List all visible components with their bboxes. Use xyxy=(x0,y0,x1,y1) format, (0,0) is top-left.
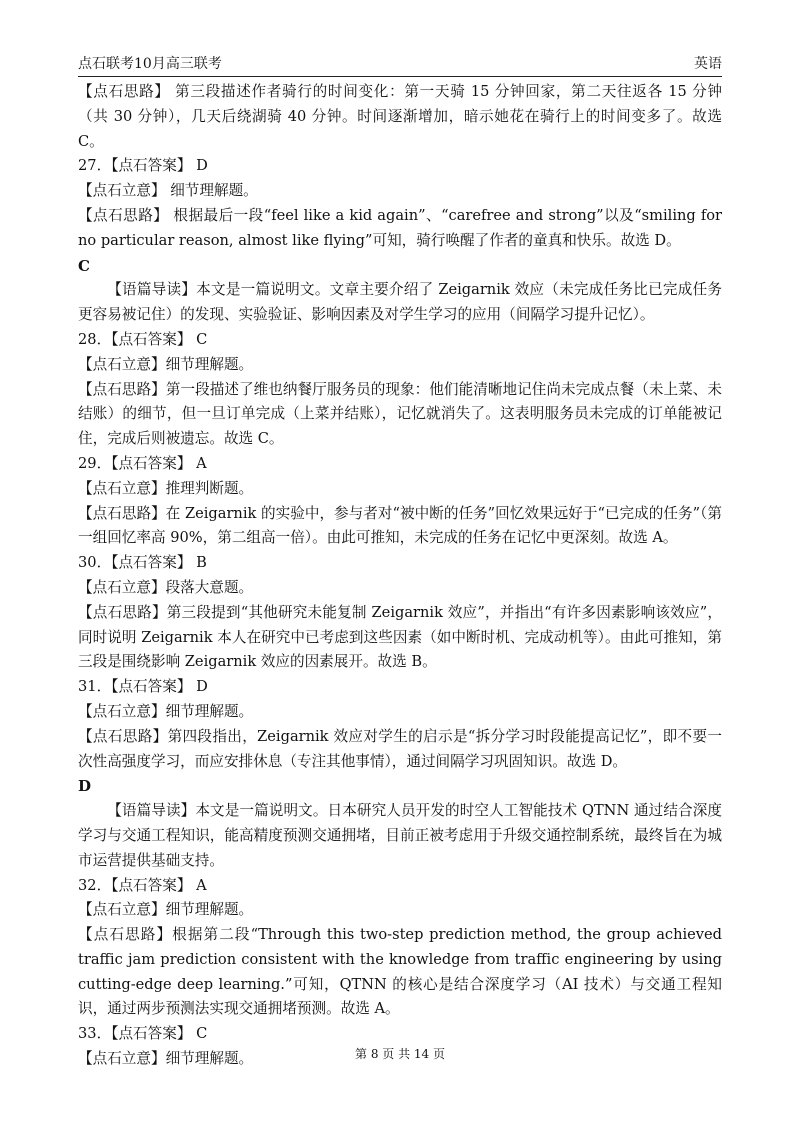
answer-line: 【点石思路】第四段指出，Zeigarnik 效应对学生的启示是“拆分学习时段能提高记忆”，即不要一次性高强度学习，而应安排休息（专注其他事情），通过间隔学习巩固知识。故选 D。 xyxy=(78,727,722,770)
answer-line: 【点石立意】细节理解题。 xyxy=(78,901,254,919)
answer-line: 27．【点石答案】 D xyxy=(78,157,208,175)
section-letter: D xyxy=(78,777,92,796)
passage-guide: 【语篇导读】本文是一篇说明文。文章主要介绍了 Zeigarnik 效应（未完成任务比已完成任务更容易被记住）的发现、实验验证、影响因素及对学生学习的应用（间隔学习提升记忆）。 xyxy=(78,281,722,324)
answer-line: 【点石思路】第一段描述了维也纳餐厅服务员的现象：他们能清晰地记住尚未完成点餐（未上菜、未结账）的细节，但一旦订单完成（上菜并结账），记忆就消失了。这表明服务员未完成的订单能被记住，完成后则被遗忘。故选 C。 xyxy=(78,380,722,448)
answer-line: 【点石立意】细节理解题。 xyxy=(78,1050,254,1068)
answer-line: 【点石立意】段落大意题。 xyxy=(78,578,254,596)
answer-line: 【点石思路】 根据最后一段“feel like a kid again”、“carefree and strong”以及“smiling for no particular reason, almost like flying”可知，骑行唤醒了作者的童真和快乐。故选 D。 xyxy=(78,206,722,249)
subject-label: 英语 xyxy=(694,56,722,72)
passage-guide: 【语篇导读】本文是一篇说明文。日本研究人员开发的时空人工智能技术 QTNN 通过结合深度学习与交通工程知识，能高精度预测交通拥堵，目前正被考虑用于升级交通控制系统，最终旨在为城市运营提供基础支持。 xyxy=(78,802,722,869)
answer-line: 30．【点石答案】 B xyxy=(78,554,207,572)
page-header xyxy=(78,54,722,77)
exam-title: 点石联考10月高三联考 xyxy=(78,56,222,72)
answer-line: 【点石思路】第三段提到“其他研究未能复制 Zeigarnik 效应”，并指出“有许多因素影响该效应”，同时说明 Zeigarnik 本人在研究中已考虑到这些因素（如中断时机、完成动机等）。由此可推知，第三段是围绕影响 Zeigarnik 效应的因素展开。故选 B。 xyxy=(78,603,722,671)
answer-line: 28．【点石答案】 C xyxy=(78,330,208,348)
answer-line: 【点石立意】 细节理解题。 xyxy=(78,182,258,200)
answer-line: 【点石思路】根据第二段“Through this two-step prediction method, the group achieved traffic jam prediction consistent with the knowledge from traffic engineering by using cutting-edge deep learning.”可知，QTNN 的核心是结合深度学习（AI 技术）与交通工程知识，通过两步预测法实现交通拥堵预测。故选 A。 xyxy=(78,926,722,1018)
answer-line: 【点石立意】细节理解题。 xyxy=(78,702,254,720)
answer-line: 33．【点石答案】 C xyxy=(78,1025,208,1043)
page-number: 第 8 页 共 14 页 xyxy=(355,1047,445,1061)
answer-line: 【点石立意】细节理解题。 xyxy=(78,355,254,373)
section-letter: C xyxy=(78,256,90,275)
answer-line: 29．【点石答案】 A xyxy=(78,454,207,472)
answer-line: 31．【点石答案】 D xyxy=(78,678,208,696)
answer-line: 【点石思路】在 Zeigarnik 的实验中，参与者对“被中断的任务”回忆效果远好于“已完成的任务”（第一组回忆率高 90%，第二组高一倍）。由此可推知，未完成的任务在记忆中更深刻。故选 A。 xyxy=(78,504,722,547)
answer-content xyxy=(78,80,722,1072)
answer-line: 【点石思路】 第三段描述作者骑行的时间变化：第一天骑 15 分钟回家，第二天往返各 15 分钟（共 30 分钟），几天后绕湖骑 40 分钟。时间逐渐增加，暗示她花在骑行上的时间变多了。故选 C。 xyxy=(78,83,722,150)
answer-line: 32．【点石答案】 A xyxy=(78,876,207,894)
answer-line: 【点石立意】推理判断题。 xyxy=(78,479,254,497)
